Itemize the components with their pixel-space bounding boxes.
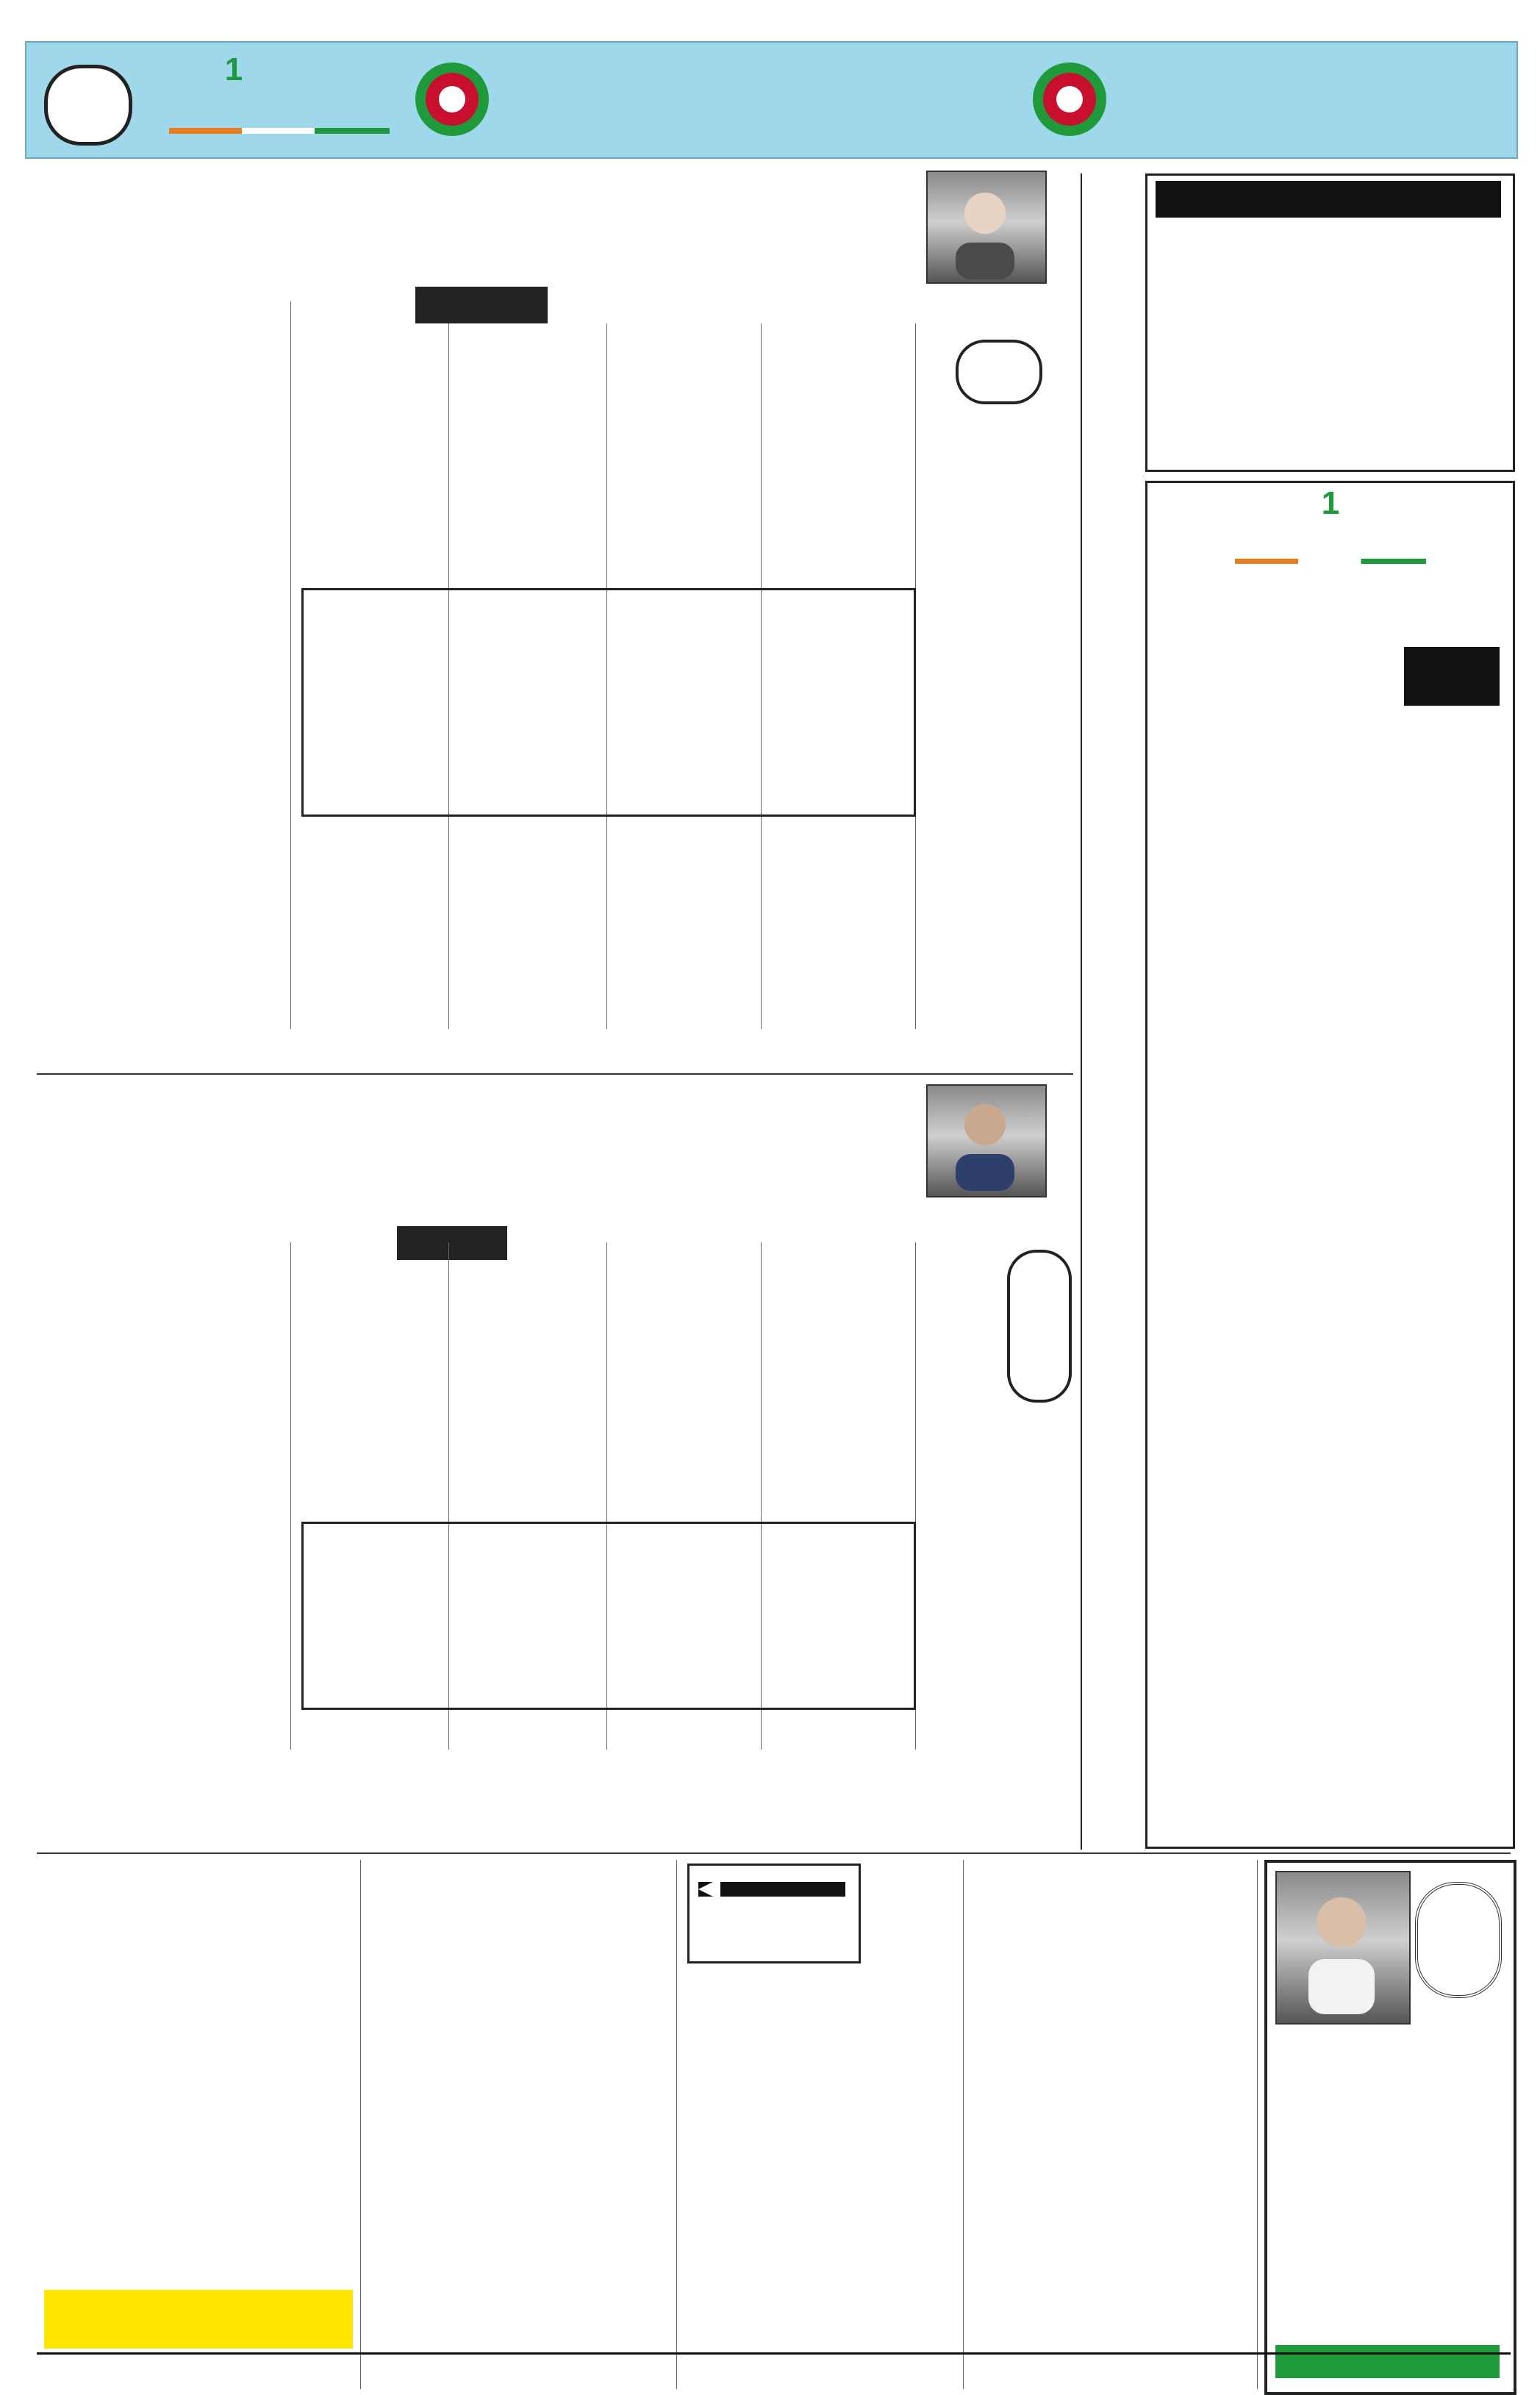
letter1-text (970, 1900, 1250, 2378)
letter2-address (368, 1994, 669, 2013)
letter3-address (191, 2260, 353, 2283)
aqwal-title (1156, 181, 1501, 218)
col-rule (360, 1860, 361, 2389)
footer-divider (37, 2352, 1511, 2355)
logo-number-one: 1 (224, 51, 243, 87)
article2-col-6 (44, 1242, 283, 1750)
pen-icon (698, 1871, 845, 1908)
article-divider (37, 1073, 1073, 1075)
poem-line-4 (1275, 2249, 1500, 2316)
editorial-label (1404, 647, 1500, 706)
editorial-logo (1235, 485, 1426, 570)
poem-line-3 (1275, 2169, 1500, 2235)
section-title-ur (1110, 49, 1507, 144)
article2-col-5 (298, 1242, 441, 1514)
letter1-title (970, 1864, 1250, 1893)
article1-author (919, 288, 1051, 315)
article2-col-5b (298, 1709, 441, 1750)
masthead-date (147, 131, 397, 153)
article2-col-3b (614, 1709, 753, 1750)
article2-col-3 (614, 1242, 753, 1514)
aqwal-subtitle (1156, 226, 1501, 263)
poet-name (1275, 2345, 1500, 2378)
bottom-divider (37, 1852, 1511, 1854)
article1-col-4 (456, 323, 599, 588)
aqwal-2 (1156, 368, 1497, 462)
article2-side-label (1022, 1242, 1051, 1404)
letter2-text (368, 1864, 669, 1966)
author-silhouette-icon (948, 1095, 1022, 1191)
article2-author (904, 1206, 1066, 1232)
letter2-title (368, 2022, 669, 2051)
editorial-email[interactable] (1156, 1810, 1501, 1836)
editorial-text-top (1156, 647, 1394, 713)
masthead-logo-left (169, 51, 397, 140)
article1-headline (44, 184, 904, 250)
letter2-sender (368, 1970, 669, 1992)
letter1-text-cont (684, 2000, 956, 2378)
article1-col-5b (298, 820, 441, 1029)
article2-col-4b (456, 1709, 599, 1750)
col-rule (963, 1860, 964, 2389)
article1-col-3 (614, 323, 753, 588)
article2-col-1 (926, 1242, 1000, 1419)
article1-col-4b (456, 820, 599, 1029)
article2-col-4 (456, 1272, 599, 1514)
article2-pullquote (316, 1529, 897, 1698)
notice (50, 2292, 348, 2346)
article1-pullquote (316, 597, 897, 806)
page-number (44, 69, 132, 135)
poet-silhouette-icon (1301, 1882, 1382, 2014)
letter3-sender (44, 2260, 191, 2283)
flower-emblem-left (412, 59, 493, 140)
editorial-headline (1154, 581, 1503, 632)
col-rule (1257, 1860, 1258, 2389)
letters-note (687, 1966, 956, 1987)
letters-logo (687, 1908, 856, 1952)
poem-line-1 (1275, 2040, 1500, 2106)
article1-col-1 (926, 412, 1066, 1022)
col-rule (290, 1242, 291, 1750)
sidebar-rule (1081, 173, 1082, 1850)
letter3-text (44, 1864, 353, 2253)
article1-col-3b (614, 820, 753, 1029)
website-url[interactable] (515, 110, 1014, 143)
article1-side-label (956, 351, 1042, 388)
flower-emblem-right (1029, 59, 1110, 140)
logo-text (169, 76, 390, 128)
article2-email[interactable] (44, 1755, 287, 1775)
article2-col-1b (926, 1419, 1066, 1750)
section-title-en (515, 60, 1014, 104)
logo-flag-bar (1235, 559, 1426, 564)
col-rule (676, 1860, 677, 2389)
article1-credit (44, 1029, 287, 1047)
aaina-label (1415, 1919, 1502, 1955)
author-silhouette-icon (948, 184, 1022, 279)
article1-email[interactable] (44, 1050, 287, 1069)
poem-line-2 (1275, 2117, 1500, 2154)
col-rule (290, 301, 291, 1029)
article1-tag (415, 287, 548, 323)
letter2-text-body (368, 2058, 669, 2378)
article2-headline (44, 1088, 904, 1176)
article1-col-6 (44, 294, 283, 1029)
logo-text (1235, 513, 1426, 557)
aqwal-1 (1156, 271, 1497, 362)
article1-col-5 (298, 323, 441, 588)
editorial-text (1156, 717, 1501, 1801)
logo-number-one: 1 (1321, 485, 1340, 521)
